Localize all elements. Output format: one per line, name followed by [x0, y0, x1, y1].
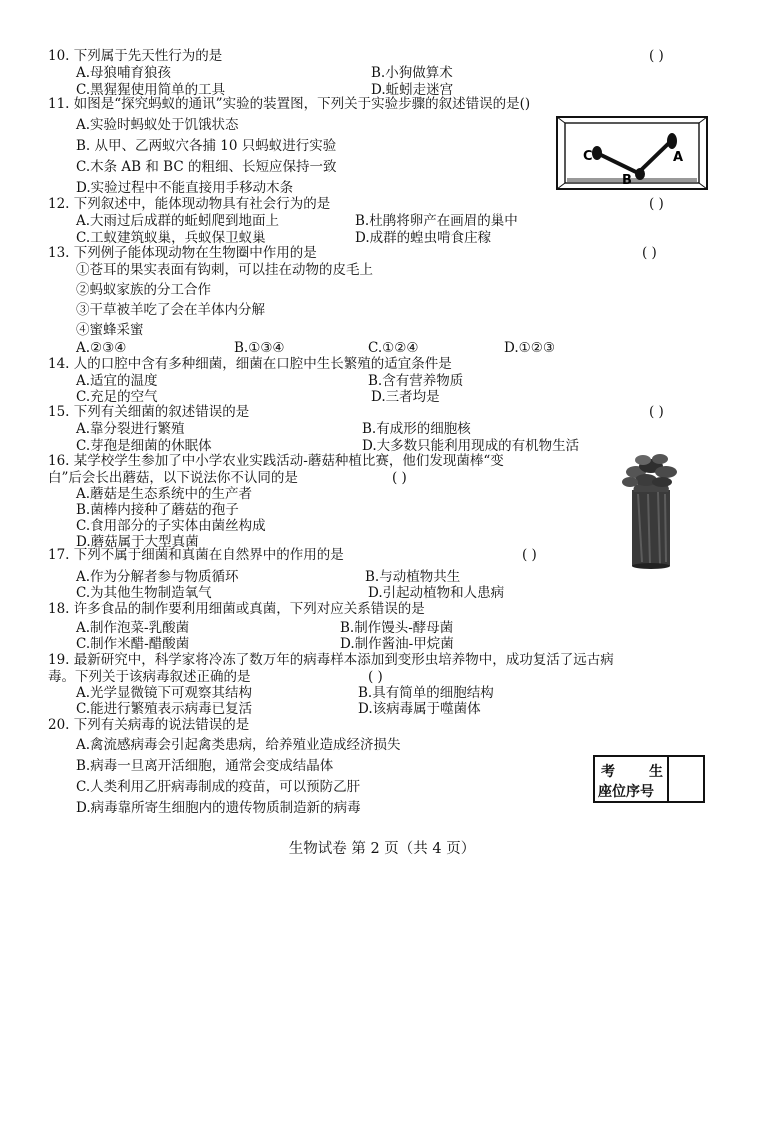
q15-answer-paren: ( )	[649, 404, 664, 420]
q10-stem: 10. 下列属于先天性行为的是	[48, 48, 223, 64]
q11-stem: 11. 如图是“探究蚂蚁的通讯”实验的装置图，下列关于实验步骤的叙述错误的是()	[48, 96, 531, 112]
q18-stem: 18. 许多食品的制作要利用细菌或真菌，下列对应关系错误的是	[48, 601, 425, 617]
q17-answer-paren: ( )	[522, 547, 537, 563]
q17-option-b: B.与动植物共生	[365, 569, 461, 585]
q19-stem-line2: 毒。下列关于该病毒叙述正确的是	[48, 669, 251, 685]
q13-item-3: ③干草被羊吃了会在羊体内分解	[76, 302, 265, 318]
q17-option-c: C.为其他生物制造氧气	[76, 585, 212, 601]
fig-label-a: A	[673, 150, 684, 165]
q11-option-a: A.实验时蚂蚁处于饥饿状态	[76, 117, 239, 133]
q12-option-c: C.工蚁建筑蚁巢，兵蚁保卫蚁巢	[76, 230, 266, 246]
q13-answer-paren: ( )	[642, 245, 657, 261]
seat-number-box	[593, 755, 705, 803]
q13-stem: 13. 下列例子能体现动物在生物圈中作用的是	[48, 245, 317, 261]
q14-option-c: C.充足的空气	[76, 389, 158, 405]
q16-answer-paren: ( )	[392, 470, 407, 486]
q19-answer-paren: ( )	[368, 669, 383, 685]
q12-option-b: B.杜鹃将卵产在画眉的巢中	[355, 213, 518, 229]
seat-label-sheng: 生	[649, 764, 663, 780]
q19-option-d: D.该病毒属于噬菌体	[358, 701, 481, 717]
q19-option-c: C.能进行繁殖表示病毒已复活	[76, 701, 253, 717]
q15-stem: 15. 下列有关细菌的叙述错误的是	[48, 404, 250, 420]
q11-option-c: C.木条 AB 和 BC 的粗细、长短应保持一致	[76, 159, 337, 175]
q12-option-a: A.大雨过后成群的蚯蚓爬到地面上	[76, 213, 280, 229]
q11-option-b: B. 从甲、乙两蚁穴各捕 10 只蚂蚁进行实验	[76, 138, 337, 154]
q17-option-a: A.作为分解者参与物质循环	[76, 569, 239, 585]
q15-option-b: B.有成形的细胞核	[362, 421, 471, 437]
q17-option-d: D.引起动植物和人患病	[368, 585, 505, 601]
ant-experiment-figure	[556, 116, 708, 190]
q15-option-d: D.大多数只能利用现成的有机物生活	[362, 438, 580, 454]
q19-option-b: B.具有简单的细胞结构	[358, 685, 494, 701]
seat-label-seat-no: 座位序号	[598, 784, 654, 800]
q20-option-d: D.病毒靠所寄生细胞内的遗传物质制造新的病毒	[76, 800, 361, 816]
q15-option-c: C.芽孢是细菌的休眠体	[76, 438, 212, 454]
q10-option-b: B.小狗做算术	[371, 65, 453, 81]
mushroom-log-figure	[618, 450, 682, 570]
q13-option-d: D.①②③	[504, 340, 555, 356]
q13-option-a: A.②③④	[76, 340, 127, 356]
q10-option-d: D.蚯蚓走迷宫	[371, 82, 454, 98]
fig-label-b: B	[622, 173, 632, 188]
q13-item-4: ④蜜蜂采蜜	[76, 322, 144, 338]
q19-option-a: A.光学显微镜下可观察其结构	[76, 685, 253, 701]
q16-option-c: C.食用部分的子实体由菌丝构成	[76, 518, 266, 534]
q20-option-c: C.人类利用乙肝病毒制成的疫苗，可以预防乙肝	[76, 779, 361, 795]
q14-stem: 14. 人的口腔中含有多种细菌，细菌在口腔中生长繁殖的适宜条件是	[48, 356, 452, 372]
q16-stem-line2: 白”后会长出蘑菇，以下说法你不认同的是	[48, 470, 298, 486]
q20-stem: 20. 下列有关病毒的说法错误的是	[48, 717, 250, 733]
q20-option-a: A.禽流感病毒会引起禽类患病，给养殖业造成经济损失	[76, 737, 401, 753]
fig-label-c: C	[583, 149, 593, 164]
q17-stem: 17. 下列不属于细菌和真菌在自然界中的作用的是	[48, 547, 344, 563]
seat-number-label	[595, 757, 669, 801]
q14-option-d: D.三者均是	[371, 389, 440, 405]
seat-label-kao: 考	[601, 764, 615, 780]
page-footer: 生物试卷 第 2 页（共 4 页）	[288, 841, 476, 857]
q15-option-a: A.靠分裂进行繁殖	[76, 421, 185, 437]
q16-option-d: D.蘑菇属于大型真菌	[76, 534, 199, 550]
q14-option-b: B.含有营养物质	[368, 373, 464, 389]
q18-option-c: C.制作米醋-醋酸菌	[76, 636, 190, 652]
q20-option-b: B.病毒一旦离开活细胞，通常会变成结晶体	[76, 758, 334, 774]
q18-option-d: D.制作酱油-甲烷菌	[340, 636, 454, 652]
q12-answer-paren: ( )	[649, 196, 664, 212]
q13-option-b: B.①③④	[234, 340, 285, 356]
q13-item-2: ②蚂蚁家族的分工合作	[76, 282, 211, 298]
q11-option-d: D.实验过程中不能直接用手移动木条	[76, 180, 294, 196]
q16-option-b: B.菌棒内接种了蘑菇的孢子	[76, 502, 239, 518]
q12-stem: 12. 下列叙述中，能体现动物具有社会行为的是	[48, 196, 331, 212]
q16-stem-line1: 16. 某学校学生参加了中小学农业实践活动-蘑菇种植比赛，他们发现菌棒“变	[48, 453, 504, 469]
q10-option-c: C.黑猩猩使用简单的工具	[76, 82, 226, 98]
q19-stem-line1: 19. 最新研究中，科学家将冷冻了数万年的病毒样本添加到变形虫培养物中，成功复活了远古病	[48, 652, 614, 668]
q16-option-a: A.蘑菇是生态系统中的生产者	[76, 486, 253, 502]
q10-answer-paren: ( )	[649, 48, 664, 64]
q13-option-c: C.①②④	[368, 340, 419, 356]
q18-option-a: A.制作泡菜-乳酸菌	[76, 620, 190, 636]
q10-option-a: A.母狼哺育狼孩	[76, 65, 172, 81]
q12-option-d: D.成群的蝗虫啃食庄稼	[355, 230, 492, 246]
q14-option-a: A.适宜的温度	[76, 373, 158, 389]
q18-option-b: B.制作馒头-酵母菌	[340, 620, 454, 636]
q13-item-1: ①苍耳的果实表面有钩刺，可以挂在动物的皮毛上	[76, 262, 373, 278]
